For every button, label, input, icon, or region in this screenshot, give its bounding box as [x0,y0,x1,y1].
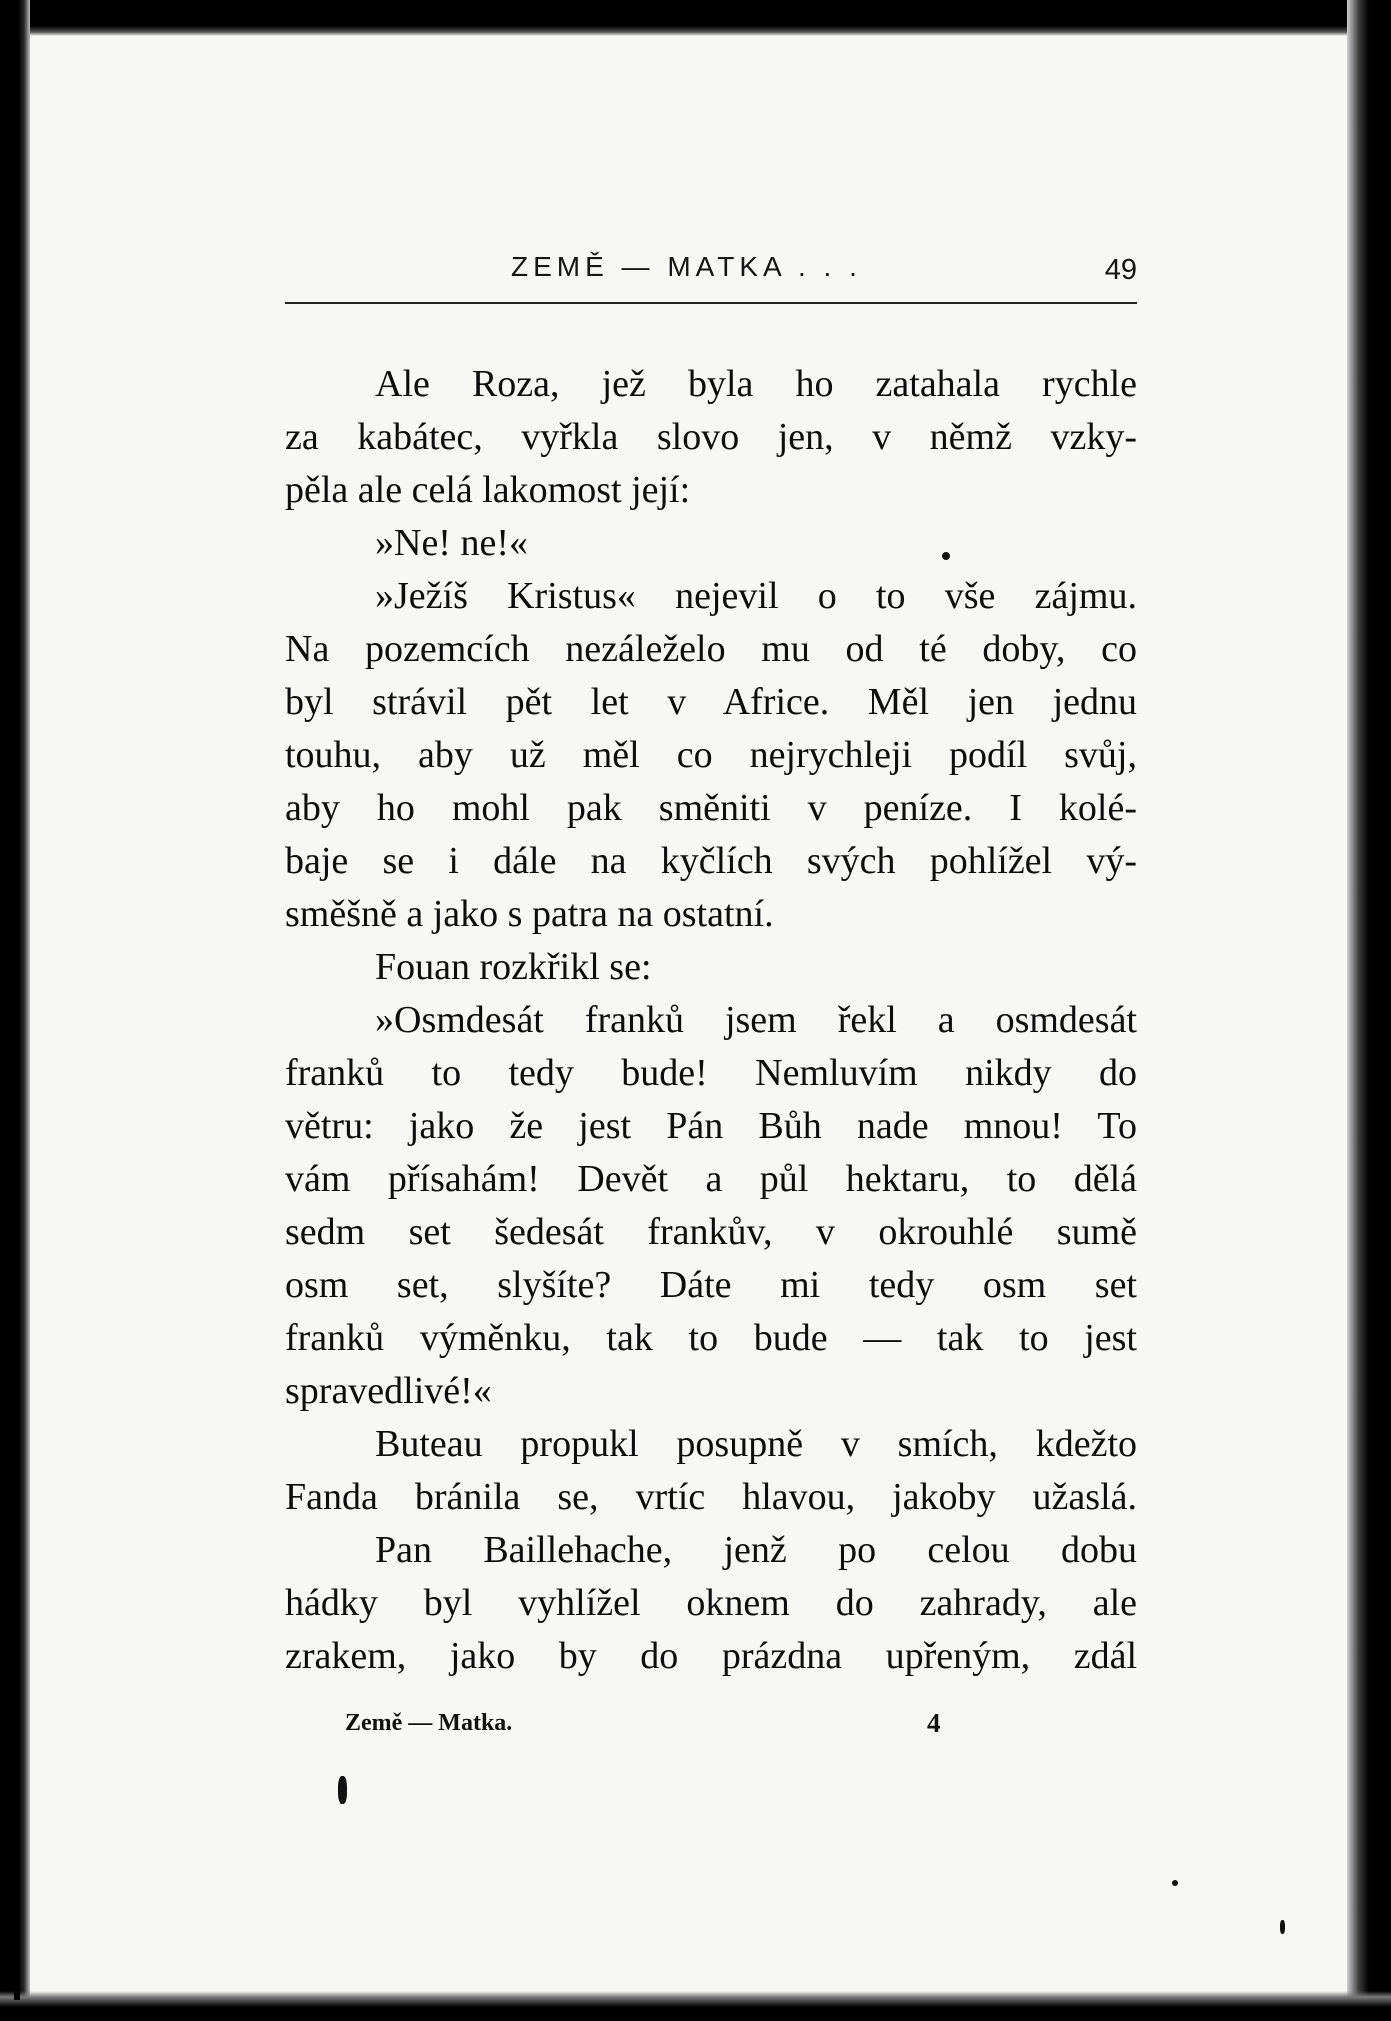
printer-signature: Země — Matka. [345,1710,513,1736]
text-line: franků výměnku, tak to bude — tak to jest [285,1317,1137,1359]
ink-speck [1280,1920,1285,1934]
text-line: zrakem, jako by do prázdna upřeným, zdál [285,1635,1137,1677]
text-line: Fouan rozkřikl se: [375,946,652,988]
page-number: 49 [1104,254,1137,286]
text-line: Na pozemcích nezáleželo mu od té doby, co [285,628,1137,670]
text-line: byl strávil pět let v Africe. Měl jen jednu [285,681,1137,723]
text-line: za kabátec, vyřkla slovo jen, v němž vzky- [285,416,1137,458]
text-line: spravedlivé!« [285,1370,492,1412]
text-line: franků to tedy bude! Nemluvím nikdy do [285,1052,1137,1094]
sheet-number: 4 [927,1708,941,1738]
text-line: »Ne! ne!« [375,522,528,564]
text-line: »Ježíš Kristus« nejevil o to vše zájmu. [375,575,1137,617]
running-head [285,251,1137,291]
running-title: ZEMĚ — MATKA . . . [511,251,862,282]
text-line: sedm set šedesát frankův, v okrouhlé sumě [285,1211,1137,1253]
ink-speck [1172,1880,1178,1886]
text-line: touhu, aby už měl co nejrychleji podíl svůj, [285,734,1137,776]
text-line: aby ho mohl pak směniti v peníze. I kolé- [285,787,1137,829]
scan-edge-top [0,0,1391,36]
text-line: Buteau propukl posupně v smích, kdežto [375,1423,1137,1465]
text-line: směšně a jako s patra na ostatní. [285,893,774,935]
header-rule [285,302,1137,304]
scan-edge-bottom [0,1991,1391,2021]
text-line: Fanda bránila se, vrtíc hlavou, jakoby užaslá. [285,1476,1137,1518]
text-line: Pan Baillehache, jenž po celou dobu [375,1529,1137,1571]
binding-spine [14,40,20,2000]
text-line: vám přísahám! Devět a půl hektaru, to dělá [285,1158,1137,1200]
scan-edge-right [1347,0,1391,2021]
text-line: větru: jako že jest Pán Bůh nade mnou! To [285,1105,1137,1147]
page-footer [345,1710,945,1750]
ink-mark [338,1776,347,1804]
text-line: »Osmdesát franků jsem řekl a osmdesát [375,999,1137,1041]
text-line: baje se i dále na kyčlích svých pohlížel vý- [285,840,1137,882]
text-line: osm set, slyšíte? Dáte mi tedy osm set [285,1264,1137,1306]
text-line: Ale Roza, jež byla ho zatahala rychle [375,363,1137,405]
text-line: hádky byl vyhlížel oknem do zahrady, ale [285,1582,1137,1624]
text-line: pěla ale celá lakomost její: [285,469,691,511]
